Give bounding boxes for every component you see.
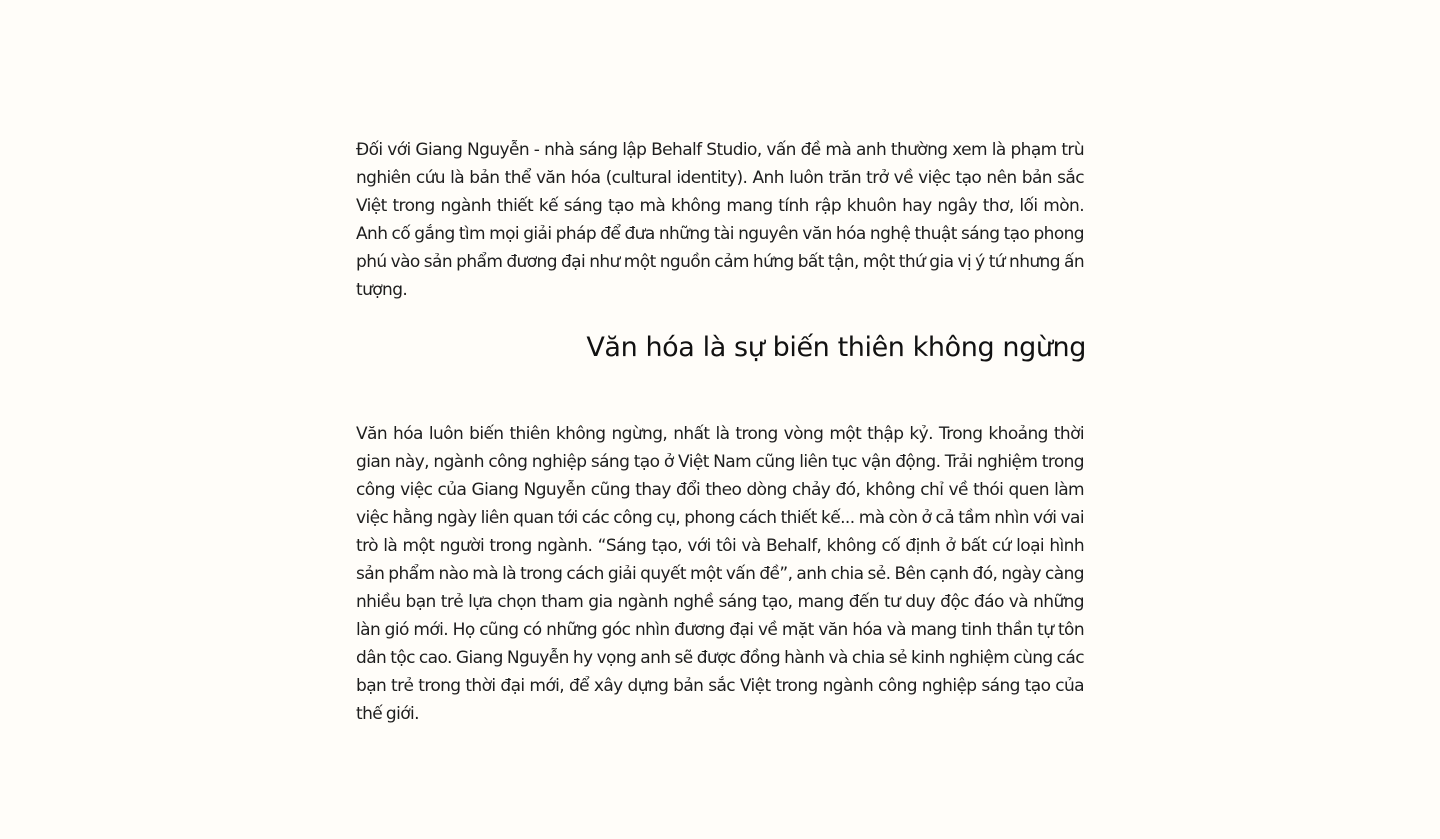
intro-paragraph: Đối với Giang Nguyễn - nhà sáng lập Behalf Studio, vấn đề mà anh thường xem là phạm trù nghiên cứu là bản thể văn hóa (cultural identity). Anh luôn trăn trở về việc tạo nên bản sắc Việt trong ngành thiết kế sáng tạo mà không mang tính rập khuôn hay ngây thơ, lối mòn. Anh cố gắng tìm mọi giải pháp để đưa những tài nguyên văn hóa nghệ thuật sáng tạo phong phú vào sản phẩm đương đại như một nguồn cảm hứng bất tận, một thứ gia vị ý tứ nhưng ấn tượng. xyxy=(356,140,1084,300)
body-paragraph: Văn hóa luôn biến thiên không ngừng, nhất là trong vòng một thập kỷ. Trong khoảng thời gian này, ngành công nghiệp sáng tạo ở Việt Nam cũng liên tục vận động. Trải nghiệm trong công việc của Giang Nguyễn cũng thay đổi theo dòng chảy đó, không chỉ về thói quen làm việc hằng ngày liên quan tới các công cụ, phong cách thiết kế... mà còn ở cả tầm nhìn với vai trò là một người trong ngành. “Sáng tạo, với tôi và Behalf, không cố định ở bất cứ loại hình sản phẩm nào mà là trong cách giải quyết một vấn đề”, anh chia sẻ. Bên cạnh đó, ngày càng nhiều bạn trẻ lựa chọn tham gia ngành nghề sáng tạo, mang đến tư duy độc đáo và những làn gió mới. Họ cũng có những góc nhìn đương đại về mặt văn hóa và mang tinh thần tự tôn dân tộc cao. Giang Nguyễn hy vọng anh sẽ được đồng hành và chia sẻ kinh nghiệm cùng các bạn trẻ trong thời đại mới, để xây dựng bản sắc Việt trong ngành công nghiệp sáng tạo của thế giới. xyxy=(356,424,1084,724)
section-heading: Văn hóa là sự biến thiên không ngừng xyxy=(586,332,1086,363)
